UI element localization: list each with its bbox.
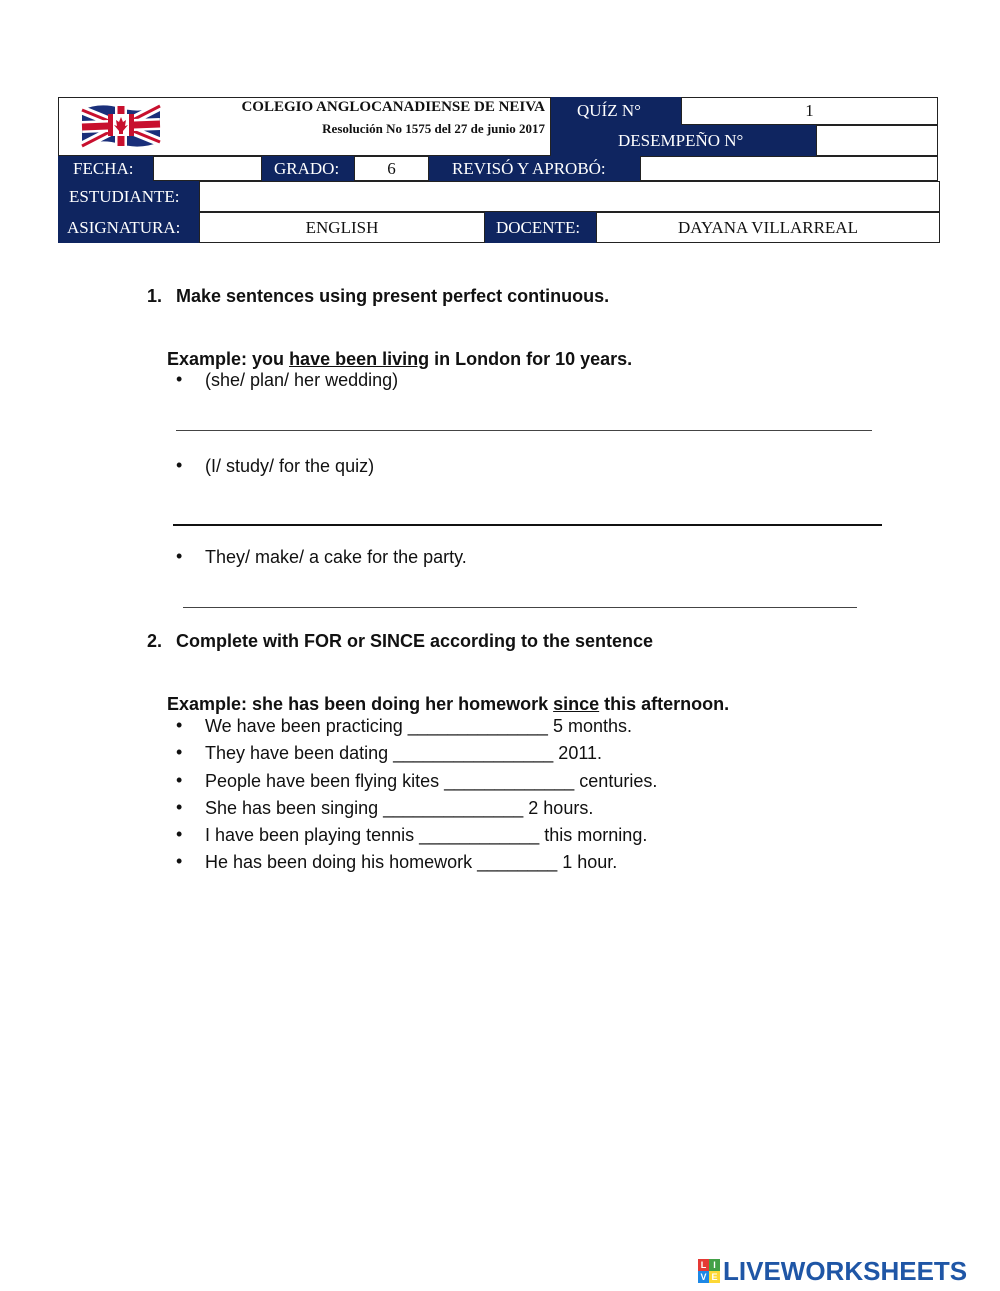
estudiante-label <box>58 181 199 212</box>
fill-in-item-5[interactable]: I have been playing tennis ____________ this morning. <box>205 825 648 845</box>
desempeno-label <box>551 125 816 156</box>
reviso-label <box>429 156 640 181</box>
asignatura-label <box>58 212 199 243</box>
bullet-icon: • <box>176 369 183 389</box>
bullet-icon: • <box>176 715 183 735</box>
reviso-field[interactable] <box>640 156 938 181</box>
docente-label <box>485 212 596 243</box>
bullet-icon: • <box>176 455 183 475</box>
exercise-1-prompt: (she/ plan/ her wedding) <box>205 370 399 390</box>
bullet-icon: • <box>176 797 183 817</box>
fecha-field[interactable] <box>153 156 262 181</box>
section-2-title: Complete with FOR or SINCE according to the sentence <box>176 631 654 651</box>
bullet-icon: • <box>176 546 183 566</box>
brand-name: LIVEWORKSHEETS <box>723 1256 968 1286</box>
brand-badge-letter: L <box>698 1259 709 1271</box>
section-2-example-suffix: this afternoon. <box>599 694 730 714</box>
school-name: COLEGIO ANGLOCANADIENSE DE NEIVA <box>241 99 545 115</box>
section-1-example-underlined: have been living <box>289 349 430 369</box>
section-1-example-prefix: Example: you <box>167 349 290 369</box>
brand-badge-letter: V <box>698 1271 709 1283</box>
exercise-3-prompt: They/ make/ a cake for the party. <box>205 547 467 567</box>
school-logo <box>80 100 162 152</box>
grado-label-text: GRADO: <box>274 158 340 178</box>
grado-value: 6 <box>387 158 396 178</box>
exercise-1-answer-line[interactable] <box>176 430 872 431</box>
quiz-label <box>551 97 681 125</box>
fill-in-item-6[interactable]: He has been doing his homework ________ 1 hour. <box>205 852 618 872</box>
docente-field <box>596 212 940 243</box>
fill-in-item-1[interactable]: We have been practicing ______________ 5 months. <box>205 716 632 736</box>
bullet-icon: • <box>176 851 183 871</box>
fecha-label-text: FECHA: <box>73 158 134 178</box>
school-resolution: Resolución No 1575 del 27 de junio 2017 <box>322 121 545 136</box>
section-2-example-underlined: since <box>553 694 600 714</box>
desempeno-field[interactable] <box>816 125 938 156</box>
estudiante-field[interactable] <box>199 181 940 212</box>
fill-in-item-4[interactable]: She has been singing ______________ 2 hours. <box>205 798 594 818</box>
exercise-2-prompt: (I/ study/ for the quiz) <box>205 456 375 476</box>
section-2-number: 2. <box>147 631 163 651</box>
section-1-number: 1. <box>147 286 163 306</box>
asignatura-field <box>199 212 485 243</box>
exercise-2-answer-line[interactable] <box>173 524 882 526</box>
brand-badge-letter: E <box>709 1271 720 1283</box>
desempeno-label-text: DESEMPEÑO N° <box>618 130 744 150</box>
section-2-example-prefix: Example: she has been doing her homework <box>167 694 554 714</box>
fill-in-item-3[interactable]: People have been flying kites _____________ centuries. <box>205 771 658 791</box>
section-1-title: Make sentences using present perfect continuous. <box>176 286 610 306</box>
brand-badge-letter: I <box>709 1259 720 1271</box>
quiz-number-field[interactable] <box>681 97 938 125</box>
section-1-example-suffix: in London for 10 years. <box>429 349 633 369</box>
exercise-3-answer-line[interactable] <box>183 607 857 608</box>
grado-field[interactable] <box>354 156 429 181</box>
estudiante-label-text: ESTUDIANTE: <box>69 186 180 206</box>
asignatura-value: ENGLISH <box>305 217 379 237</box>
reviso-label-text: REVISÓ Y APROBÓ: <box>452 158 606 178</box>
docente-value: DAYANA VILLARREAL <box>678 217 858 237</box>
bullet-icon: • <box>176 742 183 762</box>
bullet-icon: • <box>176 770 183 790</box>
quiz-label-text: QUÍZ N° <box>577 101 641 120</box>
grado-label <box>262 156 354 181</box>
brand-badge-icon <box>698 1259 720 1283</box>
docente-label-text: DOCENTE: <box>496 217 581 237</box>
fecha-label <box>58 156 153 181</box>
quiz-number-value: 1 <box>805 101 814 120</box>
liveworksheets-logo[interactable] <box>698 1256 994 1286</box>
bullet-icon: • <box>176 824 183 844</box>
asignatura-label-text: ASIGNATURA: <box>67 217 181 237</box>
fill-in-item-2[interactable]: They have been dating ________________ 2011. <box>205 743 603 763</box>
